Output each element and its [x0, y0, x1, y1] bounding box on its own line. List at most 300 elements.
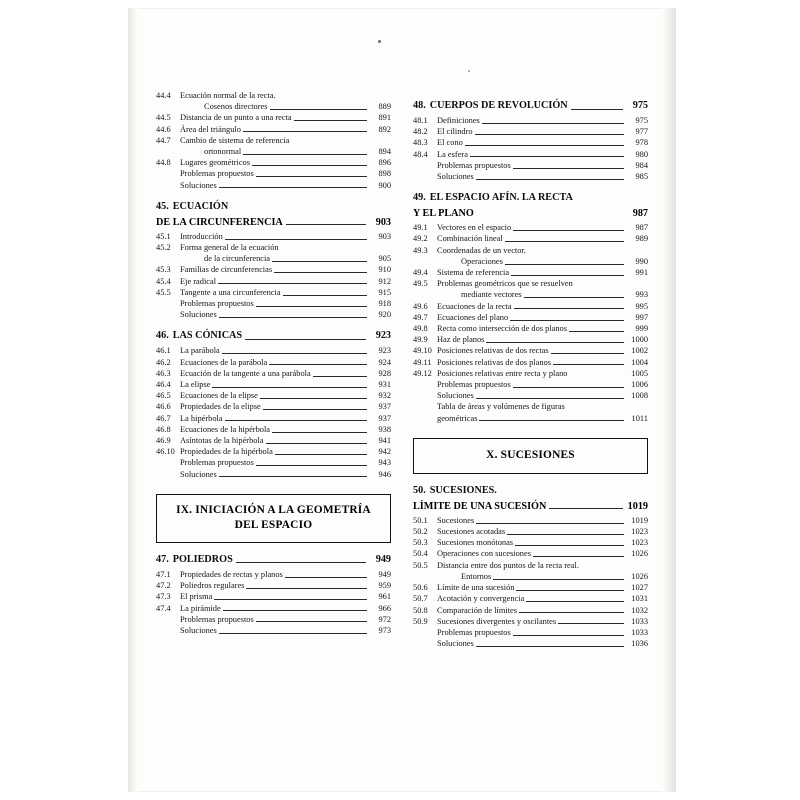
- entry-number: 50.8: [413, 605, 428, 615]
- index-entry[interactable]: [156, 413, 391, 424]
- entry-page-number: 949: [378, 569, 391, 579]
- entry-title: Propiedades de la elipse: [180, 402, 261, 412]
- entry-title: Asíntotas de la hipérbola: [180, 436, 264, 446]
- index-entry[interactable]: [413, 627, 648, 638]
- index-entry[interactable]: [413, 149, 648, 160]
- entry-title: Eje radical: [180, 276, 217, 286]
- chapter-title-cont: DE LA CIRCUNFERENCIA: [156, 216, 283, 228]
- index-entry[interactable]: [413, 115, 648, 126]
- leader-dots: [243, 153, 367, 155]
- chapter-number: 47.: [156, 553, 169, 565]
- entry-title: La hipérbola: [180, 413, 223, 423]
- chapter-heading[interactable]: [413, 99, 648, 113]
- entry-number: 48.4: [413, 149, 428, 159]
- entry-page-number: 905: [378, 254, 391, 264]
- leader-dots: [558, 622, 624, 624]
- entry-number: 50.3: [413, 538, 428, 548]
- leader-dots: [514, 307, 624, 309]
- leader-dots: [212, 386, 367, 388]
- chapter-heading[interactable]: [413, 484, 648, 498]
- entry-page-number: 1005: [631, 368, 648, 378]
- entry-number: 46.1: [156, 346, 171, 356]
- leader-dots: [516, 589, 624, 591]
- index-column-right: [413, 90, 648, 750]
- leader-dots: [510, 319, 624, 321]
- entry-number: 49.1: [413, 223, 428, 233]
- entry-page-number: 987: [635, 223, 648, 233]
- leader-dots: [581, 567, 624, 568]
- leader-dots: [256, 175, 367, 177]
- leader-dots: [476, 645, 624, 647]
- entry-title: Posiciones relativas entre recta y plano: [437, 368, 568, 378]
- entry-number: 44.4: [156, 91, 171, 100]
- index-entry[interactable]: [156, 603, 391, 614]
- leader-dots: [266, 442, 368, 444]
- entry-page-number: 928: [378, 368, 391, 378]
- leader-dots: [515, 544, 624, 546]
- entry-number: 50.2: [413, 527, 428, 537]
- leader-dots: [486, 341, 624, 343]
- entry-title: Ecuaciones del plano: [437, 312, 509, 322]
- chapter-heading[interactable]: [156, 200, 391, 214]
- entry-title: Vectores en el espacio: [437, 223, 512, 233]
- entry-number: 48.1: [413, 116, 428, 125]
- leader-dots: [256, 620, 367, 622]
- chapter-heading-line2[interactable]: [156, 216, 391, 229]
- index-entry[interactable]: [156, 401, 391, 412]
- leader-dots: [576, 201, 623, 202]
- entry-page-number: 937: [378, 413, 391, 423]
- entry-title: Distancia entre dos puntos de la recta real.: [437, 560, 579, 570]
- entry-title: Ecuaciones de la hipérbola: [180, 424, 270, 434]
- entry-number: 46.6: [156, 402, 171, 412]
- entry-title: Problemas propuestos: [437, 160, 511, 170]
- index-entry[interactable]: [413, 312, 648, 323]
- entry-number: 47.3: [156, 592, 171, 602]
- entry-page-number: 892: [378, 124, 391, 134]
- leader-dots: [246, 587, 367, 589]
- entry-page-number: 961: [378, 592, 391, 602]
- leader-dots: [218, 282, 367, 284]
- entry-page-number: 995: [635, 301, 648, 311]
- entry-title: Combinación lineal: [437, 234, 503, 244]
- index-entry[interactable]: [156, 276, 391, 287]
- entry-title: Posiciones relativas de dos planos: [437, 357, 551, 367]
- index-entry[interactable]: [156, 424, 391, 435]
- leader-dots: [214, 598, 367, 600]
- leader-dots: [519, 611, 624, 613]
- entry-title: Problemas geométricos que se resuelven: [437, 279, 573, 289]
- entry-page-number: 977: [635, 127, 648, 137]
- index-entry[interactable]: [156, 298, 391, 309]
- index-entry[interactable]: [413, 571, 648, 582]
- entry-number: 49.7: [413, 312, 428, 322]
- entry-number: 49.3: [413, 245, 428, 255]
- index-entry[interactable]: [156, 309, 391, 320]
- entry-title: Problemas propuestos: [180, 614, 254, 624]
- chapter-page-number: 923: [375, 330, 391, 342]
- leader-dots: [278, 98, 367, 99]
- entry-title: Tangente a una circunferencia: [180, 287, 281, 297]
- leader-dots: [281, 250, 367, 251]
- leader-dots: [569, 376, 624, 377]
- chapter-title-cont: LÍMITE DE UNA SUCESIÓN: [413, 500, 547, 512]
- entry-page-number: 1023: [631, 538, 648, 548]
- index-entry[interactable]: [156, 135, 391, 146]
- index-entry[interactable]: [156, 469, 391, 480]
- leader-dots: [313, 375, 367, 377]
- entry-number: 44.6: [156, 124, 171, 134]
- index-entry[interactable]: [156, 625, 391, 636]
- entry-title: Definiciones: [437, 116, 480, 125]
- entry-number: 45.3: [156, 265, 171, 275]
- entry-title: Sucesiones divergentes y oscilantes: [437, 616, 557, 626]
- leader-dots: [567, 409, 624, 410]
- leader-dots: [272, 260, 367, 262]
- chapter-heading-line2[interactable]: [413, 500, 648, 513]
- entry-title: Ecuaciones de la parábola: [180, 357, 268, 367]
- chapter-page-number: 903: [375, 216, 391, 228]
- entry-number: 50.6: [413, 583, 428, 593]
- index-entry[interactable]: [413, 233, 648, 244]
- entry-title: La parábola: [180, 346, 220, 356]
- index-entry[interactable]: [413, 357, 648, 368]
- entry-title: Propiedades de la hipérbola: [180, 447, 273, 457]
- entry-page-number: 894: [378, 147, 391, 157]
- entry-title: Distancia de un punto a una recta: [180, 113, 292, 123]
- leader-dots: [476, 397, 624, 399]
- index-entry[interactable]: [156, 90, 391, 101]
- index-entry[interactable]: [156, 368, 391, 379]
- entry-page-number: 910: [378, 265, 391, 275]
- leader-dots: [571, 108, 623, 110]
- entry-title: Sucesiones monótonas: [437, 538, 514, 548]
- leader-dots: [528, 252, 624, 253]
- entry-title: Sucesiones: [437, 515, 475, 525]
- entry-page-number: 972: [378, 614, 391, 624]
- chapter-heading[interactable]: [156, 553, 391, 567]
- chapter-heading[interactable]: [413, 191, 648, 205]
- entry-number: 46.4: [156, 380, 171, 390]
- leader-dots: [476, 178, 624, 180]
- entry-page-number: 980: [635, 149, 648, 159]
- leader-dots: [511, 274, 624, 276]
- index-entry[interactable]: [413, 301, 648, 312]
- index-entry[interactable]: [413, 593, 648, 604]
- leader-dots: [225, 419, 367, 421]
- index-entry[interactable]: [413, 638, 648, 649]
- index-entry[interactable]: [156, 124, 391, 135]
- entry-title: Recta como intersección de dos planos: [437, 324, 568, 334]
- entry-page-number: 1011: [631, 413, 648, 423]
- index-entry[interactable]: [156, 614, 391, 625]
- entry-page-number: 923: [378, 346, 391, 356]
- index-entry[interactable]: [156, 146, 391, 157]
- chapter-title-cont: Y EL PLANO: [413, 208, 474, 220]
- leader-dots: [553, 363, 624, 365]
- leader-dots: [524, 296, 624, 298]
- chapter-page-number: 949: [375, 553, 391, 565]
- index-entry[interactable]: [156, 457, 391, 468]
- entry-page-number: 942: [378, 447, 391, 457]
- entry-title: La esfera: [437, 149, 468, 159]
- leader-dots: [513, 229, 624, 231]
- chapter-heading[interactable]: [156, 329, 391, 343]
- entry-page-number: 973: [378, 625, 391, 635]
- leader-dots: [479, 419, 624, 421]
- entry-page-number: 1032: [631, 605, 648, 615]
- index-entry[interactable]: [413, 526, 648, 537]
- leader-dots: [482, 122, 624, 124]
- entry-number: 49.10: [413, 346, 432, 356]
- chapter-title: EL ESPACIO AFÍN. LA RECTA: [429, 192, 573, 204]
- index-entry[interactable]: [156, 569, 391, 580]
- index-entry[interactable]: [413, 379, 648, 390]
- leader-dots: [256, 464, 367, 466]
- index-entry[interactable]: [156, 180, 391, 191]
- entry-page-number: 943: [378, 458, 391, 468]
- index-entry[interactable]: [413, 278, 648, 289]
- index-entry[interactable]: [156, 231, 391, 242]
- index-entry[interactable]: [413, 560, 648, 571]
- index-entry[interactable]: [156, 264, 391, 275]
- entry-page-number: 938: [378, 424, 391, 434]
- index-entry[interactable]: [413, 605, 648, 616]
- entry-page-number: 932: [378, 391, 391, 401]
- chapter-page-number: 987: [632, 208, 648, 220]
- entry-page-number: 941: [378, 436, 391, 446]
- chapter-title: POLIEDROS: [172, 553, 233, 565]
- entry-page-number: 1026: [631, 571, 648, 581]
- entry-number: 47.1: [156, 569, 171, 579]
- entry-page-number: 891: [378, 113, 391, 123]
- entry-page-number: 991: [635, 268, 648, 278]
- index-entry[interactable]: [413, 267, 648, 278]
- entry-title: Área del triángulo: [180, 124, 241, 134]
- entry-number: 45.5: [156, 287, 171, 297]
- entry-title: El cilindro: [437, 127, 473, 137]
- entry-page-number: 1033: [631, 627, 648, 637]
- leader-dots: [270, 108, 368, 110]
- entry-title: Problemas propuestos: [437, 380, 511, 390]
- entry-title: ortonormal: [204, 147, 242, 157]
- index-entry[interactable]: [413, 137, 648, 148]
- part-title-box[interactable]: [156, 494, 391, 543]
- index-entry[interactable]: [413, 334, 648, 345]
- entry-title: Haz de planos: [437, 335, 485, 345]
- index-entry[interactable]: [156, 390, 391, 401]
- entry-number: 50.9: [413, 616, 428, 626]
- part-title-box[interactable]: [413, 438, 648, 474]
- index-entry[interactable]: [413, 245, 648, 256]
- entry-title: Operaciones: [461, 256, 503, 266]
- leader-dots: [507, 533, 624, 535]
- entry-title: Forma general de la ecuación: [180, 243, 279, 253]
- chapter-number: 49.: [413, 192, 426, 204]
- book-page: [128, 8, 676, 792]
- entry-number: 48.2: [413, 127, 428, 137]
- chapter-title: LAS CÓNICAS: [172, 330, 243, 342]
- entry-page-number: 937: [378, 402, 391, 412]
- leader-dots: [231, 209, 366, 210]
- entry-number: 48.3: [413, 138, 428, 148]
- leader-dots: [500, 493, 623, 494]
- entry-page-number: 912: [378, 276, 391, 286]
- leader-dots: [263, 408, 367, 410]
- leader-dots: [236, 561, 366, 563]
- entry-page-number: 989: [635, 234, 648, 244]
- leader-dots: [223, 609, 367, 611]
- index-entry[interactable]: [156, 345, 391, 356]
- index-entry[interactable]: [156, 446, 391, 457]
- index-entry[interactable]: [156, 379, 391, 390]
- leader-dots: [475, 133, 624, 135]
- leader-dots: [505, 240, 624, 242]
- entry-page-number: 931: [378, 380, 391, 390]
- entry-title: Soluciones: [180, 625, 217, 635]
- entry-page-number: 898: [378, 169, 391, 179]
- index-entry[interactable]: [156, 168, 391, 179]
- index-entry[interactable]: [156, 591, 391, 602]
- index-entry[interactable]: [413, 289, 648, 300]
- index-entry[interactable]: [156, 287, 391, 298]
- leader-dots: [505, 263, 624, 265]
- entry-title: Límite de una sucesión: [437, 583, 515, 593]
- index-entry[interactable]: [413, 548, 648, 559]
- index-entry[interactable]: [413, 323, 648, 334]
- entry-title: Problemas propuestos: [180, 458, 254, 468]
- entry-title: La elipse: [180, 380, 211, 390]
- leader-dots: [285, 576, 367, 578]
- entry-number: 49.11: [413, 357, 432, 367]
- entry-page-number: 1033: [631, 616, 648, 626]
- part-title-line1: IX. INICIACIÓN A LA GEOMETRÍA: [176, 503, 371, 516]
- entry-title: Sucesiones acotadas: [437, 527, 506, 537]
- entry-number: 49.5: [413, 279, 428, 289]
- entry-number: 45.1: [156, 231, 171, 241]
- leader-dots: [219, 316, 367, 318]
- entry-number: 49.4: [413, 268, 428, 278]
- entry-number: 49.9: [413, 335, 428, 345]
- entry-number: 46.3: [156, 368, 171, 378]
- index-entry[interactable]: [156, 253, 391, 264]
- index-entry[interactable]: [156, 242, 391, 253]
- entry-page-number: 915: [378, 287, 391, 297]
- entry-page-number: 1036: [631, 639, 648, 649]
- index-column-left: [156, 90, 391, 750]
- entry-title: Soluciones: [180, 180, 217, 190]
- entry-page-number: 984: [635, 160, 648, 170]
- index-entry[interactable]: [413, 256, 648, 267]
- index-entry[interactable]: [413, 171, 648, 182]
- entry-number: 44.7: [156, 135, 171, 145]
- entry-title: El prisma: [180, 592, 213, 602]
- entry-number: 45.2: [156, 243, 171, 253]
- index-entry[interactable]: [156, 101, 391, 112]
- entry-number: 49.6: [413, 301, 428, 311]
- leader-dots: [291, 143, 367, 144]
- index-entry[interactable]: [413, 345, 648, 356]
- page-speck-1: [378, 40, 381, 43]
- entry-number: 47.2: [156, 581, 171, 591]
- entry-title: Cosenos directores: [204, 102, 268, 112]
- entry-title: Ecuación de la tangente a una parábola: [180, 368, 311, 378]
- index-entry[interactable]: [156, 112, 391, 123]
- index-entry[interactable]: [413, 222, 648, 233]
- entry-page-number: 1002: [631, 346, 648, 356]
- index-entry[interactable]: [413, 582, 648, 593]
- chapter-heading-line2[interactable]: [413, 207, 648, 220]
- entry-page-number: 1027: [631, 583, 648, 593]
- leader-dots: [222, 352, 367, 354]
- entry-number: 44.5: [156, 113, 171, 123]
- leader-dots: [256, 305, 367, 307]
- chapter-number: 45.: [156, 200, 169, 212]
- entry-number: 49.2: [413, 234, 428, 244]
- leader-dots: [470, 155, 624, 157]
- entry-number: 46.5: [156, 391, 171, 401]
- index-entry[interactable]: [156, 580, 391, 591]
- leader-dots: [513, 634, 624, 636]
- entry-title: Operaciones con sucesiones: [437, 549, 531, 559]
- leader-dots: [219, 632, 367, 634]
- index-entry[interactable]: [413, 616, 648, 627]
- entry-page-number: 1006: [631, 380, 648, 390]
- entry-number: 49.8: [413, 324, 428, 334]
- index-entry[interactable]: [413, 401, 648, 412]
- entry-page-number: 959: [378, 581, 391, 591]
- entry-title: Ecuaciones de la elipse: [180, 391, 258, 401]
- leader-dots: [269, 363, 367, 365]
- entry-title: Ecuación normal de la recta.: [180, 91, 276, 100]
- entry-title: Soluciones: [437, 639, 474, 649]
- leader-dots: [274, 271, 367, 273]
- leader-dots: [493, 578, 624, 580]
- entry-number: 45.4: [156, 276, 171, 286]
- chapter-title: ECUACIÓN: [172, 200, 229, 212]
- index-entry[interactable]: [156, 435, 391, 446]
- entry-title: Soluciones: [437, 391, 474, 401]
- index-entry[interactable]: [413, 413, 648, 424]
- leader-dots: [513, 167, 624, 169]
- index-entry[interactable]: [413, 126, 648, 137]
- entry-title: Entornos: [461, 571, 492, 581]
- entry-title: Problemas propuestos: [437, 627, 511, 637]
- index-entry[interactable]: [413, 160, 648, 171]
- index-entry[interactable]: [156, 157, 391, 168]
- entry-title: Introducción: [180, 231, 223, 241]
- entry-title: Poliedros regulares: [180, 581, 245, 591]
- index-entry[interactable]: [156, 357, 391, 368]
- entry-number: 50.4: [413, 549, 428, 559]
- index-entry[interactable]: [413, 390, 648, 401]
- entry-page-number: 985: [635, 172, 648, 182]
- entry-number: 46.7: [156, 413, 171, 423]
- entry-number: 46.9: [156, 436, 171, 446]
- leader-dots: [252, 164, 367, 166]
- entry-number: 46.8: [156, 424, 171, 434]
- entry-title: Cambio de sistema de referencia: [180, 135, 290, 145]
- entry-title: Comparación de límites: [437, 605, 518, 615]
- leader-dots: [549, 507, 623, 509]
- entry-page-number: 993: [635, 290, 648, 300]
- index-entry[interactable]: [413, 368, 648, 379]
- index-entry[interactable]: [413, 537, 648, 548]
- leader-dots: [526, 600, 624, 602]
- index-entry[interactable]: [413, 515, 648, 526]
- entry-page-number: 924: [378, 357, 391, 367]
- leader-dots: [513, 386, 624, 388]
